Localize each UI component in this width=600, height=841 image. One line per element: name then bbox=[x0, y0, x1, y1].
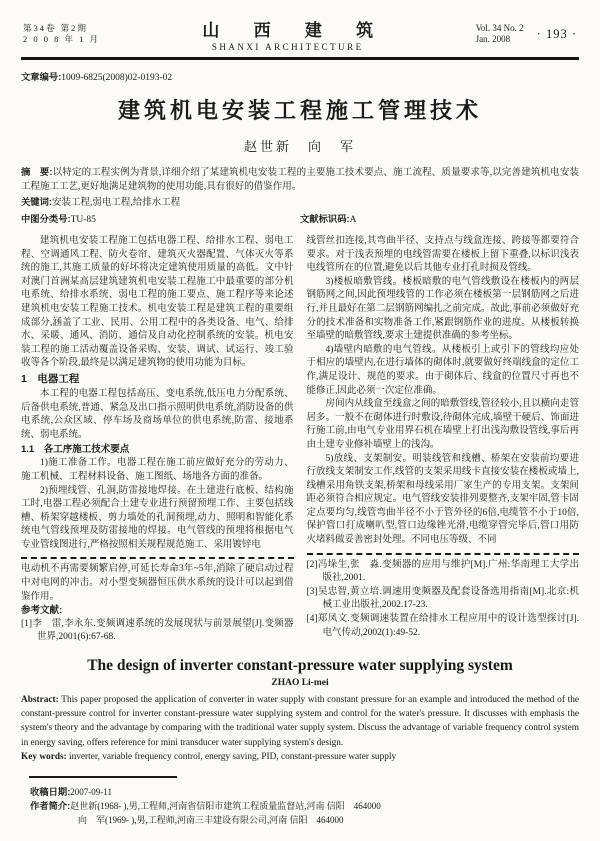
english-keywords-text: inverter, variable frequency control, energy saving, PID, constant-pressure water supply bbox=[69, 751, 397, 762]
footnote-rule bbox=[29, 776, 177, 778]
reference-item: [2]冯垛生,张 淼.变频器的应用与维护[M].广州:华南理工大学出版社,2001. bbox=[306, 559, 579, 584]
article-authors: 赵世新 向 军 bbox=[243, 139, 356, 154]
english-keywords-label: Key words: bbox=[21, 751, 67, 762]
volume-cn-line2: 2 0 0 8 年 1 月 bbox=[23, 34, 101, 44]
english-abstract bbox=[21, 693, 579, 750]
article-title: 建筑机电安装工程施工管理技术 bbox=[117, 98, 482, 123]
clc-label: 中图分类号: bbox=[21, 214, 71, 224]
abstract-label: 摘 要: bbox=[21, 167, 53, 177]
classification-row bbox=[21, 212, 579, 227]
volume-issue-cn bbox=[23, 23, 100, 45]
paragraph: 2)预埋线管、孔洞,防雷接地焊接。在土建进行底板、结构施工时,电器工程必须配合土建专业进行预留预埋工作、主要包括线槽、桥架穿越楼板、剪力墙处的孔洞预埋,动力、照明和智能化系统电气管线预埋及防雷接地的焊接。电气管线的预埋将根据电气专业管线图进行,严格按照相关规程规范施工、采用镀锌电 bbox=[21, 485, 294, 550]
clc-number bbox=[21, 212, 300, 227]
volume-en-line1: Vol. 34 No. 2 bbox=[475, 22, 524, 33]
english-author: ZHAO Li-mei bbox=[271, 678, 329, 689]
keywords-label: 关键词: bbox=[21, 197, 52, 207]
paragraph: 3)楼板暗敷管线。楼板暗敷的电气管线敷设在楼板内的两层钢筋网之间,因此预埋线管的工作必须在楼板第一层钢筋网之后进行,并且最好在第二层钢筋网编扎之前完成。故此,事前必须做好充分的技术准备和实物准备工作,紧跟钢筋作业的进度。从楼板转换至墙壁的暗敷管线,要求土建提供准确的参考坐标。 bbox=[306, 276, 579, 342]
continued-paragraph: 电动机不再需要频繁启停,可延长寿命3年~5年,消除了硬启动过程中对电网的冲击。对小型变频器恒压供水系统的设计可以起到借鉴作用。 bbox=[21, 564, 294, 602]
english-abstract-label: Abstract: bbox=[21, 695, 59, 706]
abstract-block bbox=[21, 165, 579, 227]
page-number: · 193 · bbox=[536, 26, 577, 41]
received-date-line bbox=[21, 785, 579, 799]
body-columns bbox=[21, 235, 579, 645]
paragraph: 4)墙壁内暗敷的电气管线。从楼板引上或引下的管线均应处于相应的墙壁内,在进行墙体的砌体时,就要做好终端线盒的定位工作,满足设计、规范的要求。由于砌体后、线盒的位置尺寸再也不能修正,因此必须一次定位准确。 bbox=[306, 344, 579, 396]
keywords-cn bbox=[21, 195, 579, 210]
volume-en-line2: Jan. 2008 bbox=[475, 34, 511, 44]
received-date-label: 收稿日期: bbox=[30, 787, 71, 797]
references-heading: 参考文献: bbox=[21, 605, 63, 617]
subsection-heading: 1.1 各工序施工技术要点 bbox=[21, 444, 130, 456]
left-column bbox=[21, 235, 294, 645]
english-keywords bbox=[21, 752, 579, 762]
section-heading: 1 电器工程 bbox=[21, 372, 80, 385]
author-bio-line-1 bbox=[21, 799, 579, 813]
keywords-text: 安装工程,弱电工程,给排水工程 bbox=[52, 198, 181, 208]
author-bio-label: 作者简介: bbox=[30, 801, 71, 811]
english-title: The design of inverter constant-pressure water supplying system bbox=[87, 657, 513, 675]
journal-name-cn: 山 西 建 筑 bbox=[202, 21, 389, 40]
page-footer bbox=[21, 776, 579, 827]
reference-item: [3]吴忠智,黄立培.调速用变频器及配套设备选用指南[M].北京:机械工业出版社,2002.17-23. bbox=[306, 586, 579, 611]
journal-name-en: SHANXI ARCHITECTURE bbox=[211, 42, 364, 52]
journal-header bbox=[21, 14, 579, 60]
author-bio-1: 赵世新(1968- ),男,工程师,河南省信阳市建筑工程质量监督站,河南 信阳 464000 bbox=[70, 801, 381, 811]
paragraph: 5)放线、支架制安。明装线管和线槽、桥架在安装前均要进行放线支架制安工作,线管的支架采用线卡直接安装在楼板或墙上,线槽采用角铁支架,桥架和母线采用厂家生产的专用支架。支架间距必须符合相应规定。电气管线安装排列要整齐,支架牢固,管卡固定点要均匀,线管弯曲半径不小于管外径的6倍,电缆管不小于10倍,保护管口打成喇叭型,管口边缘锉光滑,电缆穿管完毕后,管口用防火堵料做妥善密封处理。不同电压等级、不同 bbox=[306, 453, 579, 546]
paragraph: 房间内从线盒至线盒之间的暗敷管线,管径较小,且以横向走管居多。一般不在砌体进行时敷设,待砌体完成,墙壁干硬后、饰面进行施工前,由电气专业用界石机在墙壁上打出浅沟敷设管线,事后再由土建专业修补墙壁上的浅沟。 bbox=[306, 399, 579, 450]
paragraph: 1)施工准备工作。电器工程在施工前应做好充分的劳动力、施工机械、工程材料设备、施工图纸、场地各方面的准备。 bbox=[21, 458, 294, 482]
article-number-line bbox=[21, 69, 579, 83]
right-footnote-block bbox=[307, 553, 580, 641]
author-bio-2: 向 军(1969- ),男,工程师,河南三丰建设有限公司,河南 信阳 464000 bbox=[78, 815, 344, 825]
english-abstract-text: This paper proposed the application of converter in water supply with constant pressure for an example and introduced the method of the constant-pressure control for inverter constant-pressure water supplying system and control for the water's pressure. It discusses with emphasis the system's theory and the advantage by comparing with the traditional water supply system. Discuss the advantage of variable frequency control system in energy saving, offers reference for mini transducer water supplying system's design. bbox=[21, 695, 579, 748]
english-section bbox=[21, 657, 579, 762]
abstract-text: 以特定的工程实例为背景,详细介绍了某建筑机电安装工程的主要施工技术要点、施工流程、质量要求等,以完善建筑机电安装工程施工工艺,更好地满足建筑物的使用功能,具有很好的借鉴作用。 bbox=[21, 168, 579, 192]
reference-item: [1]李 雷,李永东.变频调速系统的发展现状与前景展望[J].变频器世界,2001(6):67-68. bbox=[21, 618, 294, 643]
paragraph: 建筑机电安装工程施工包括电器工程、给排水工程、弱电工程、空调通风工程、防火卷帘、建筑灭火器配置、气体灭火等系统的施工,其施工质量的好坏将决定建筑使用质量的高低。文中针对澳门首洲某高层建筑建筑机电安装工程施工中最重要的部分机电系统、给排水系统、弱电工程的施工要点、施工程序等来论述建筑机电安装工程施工技术。机电安装工程是建筑工程的重要组成部分,涵盖了工业、民用、公用工程中的各类设备、电气、给排水、采暖、通风、消防、通信及自动化控制系统的安装。机电安装工程的施工活动覆盖设备采购、安装、调试、试运行、竣工验收等各个阶段,最终是以满足建筑物的使用功能为目标。 bbox=[21, 236, 294, 369]
right-column-text bbox=[307, 235, 580, 548]
document-code-label: 文献标识码: bbox=[300, 214, 350, 224]
volume-cn-line1: 第34卷 第2期 bbox=[23, 23, 88, 33]
left-footnote-block bbox=[21, 557, 294, 645]
document-code-value: A bbox=[349, 215, 357, 225]
reference-item: [4]郑凤文.变频调速装置在给排水工程应用中的设计选型探讨[J].电气传动,2002(1):49-52. bbox=[306, 614, 579, 638]
article-number-label: 文章编号: bbox=[21, 72, 62, 82]
abstract-cn bbox=[21, 165, 579, 194]
journal-name-block bbox=[100, 16, 476, 52]
continued-paragraph: 线管丝扣连接,其弯曲半径、支持点与线盒连接、跨接等都要符合要求。对于浅表预埋的电线管需要在楼板上留下重叠,以标识浅表电线管所在的位置,避免以后其他专业打孔时损及管线。 bbox=[306, 236, 579, 274]
author-bio-line-2 bbox=[21, 813, 579, 827]
right-column bbox=[307, 235, 580, 645]
received-date-value: 2007-09-11 bbox=[70, 787, 112, 797]
left-column-text bbox=[21, 235, 294, 552]
document-code bbox=[300, 212, 356, 227]
clc-value: TU-85 bbox=[70, 215, 96, 225]
paragraph: 本工程的电器工程包括高压、变电系统,低压电力分配系统、后备供电系统,普通、紧急及出口指示照明供电系统,消防设备的供电系统,公众区域、停车场及商场单位的供电系统,防雷、接地系统、弱电系统。 bbox=[21, 388, 294, 440]
article-number-value: 1009-6825(2008)02-0193-02 bbox=[61, 73, 173, 83]
volume-issue-en bbox=[476, 23, 524, 46]
